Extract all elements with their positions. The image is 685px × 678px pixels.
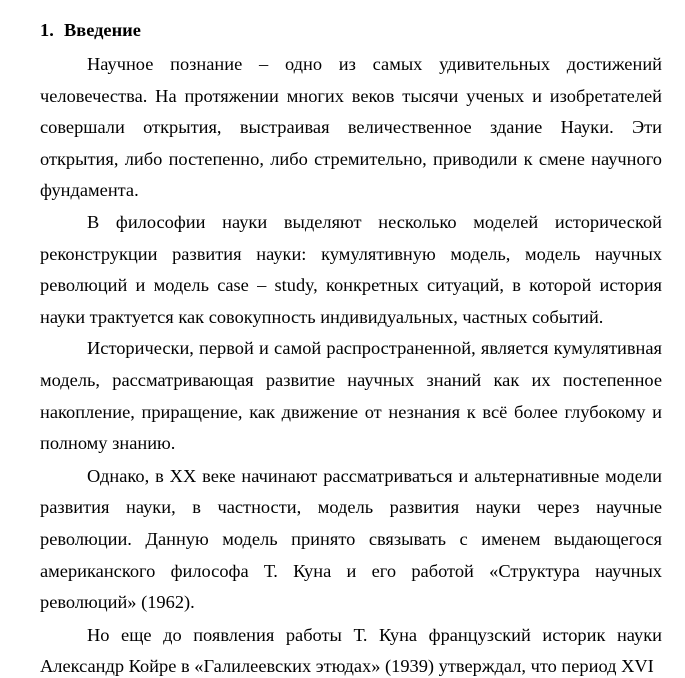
paragraph-4: Однако, в XX веке начинают рассматриваться и альтернативные модели развития науки, в частности, модель развития науки через научные революции. Данную модель принято связывать с именем выдающегося американского философа Т. Куна и его работой «Структура научных революций» (1962). <box>40 465 662 613</box>
section-title: Введение <box>64 20 141 40</box>
section-heading <box>40 16 662 44</box>
document-body <box>40 16 662 678</box>
paragraph-2: В философии науки выделяют несколько моделей исторической реконструкции развития науки: кумулятивную модель, модель научных революций и модель case – study, конкретных ситуаций, в которой история науки трактуется как совокупность индивидуальных, частных событий. <box>40 211 662 327</box>
paragraph-1: Научное познание – одно из самых удивительных достижений человечества. На протяжении многих веков тысячи ученых и изобретателей совершали открытия, выстраивая величественное здание Науки. Эти открытия, либо постепенно, либо стремительно, приводили к смене научного фундамента. <box>40 54 662 201</box>
paragraph-5: Но еще до появления работы Т. Куна французский историк науки Александр Койре в «Галилеевских этюдах» (1939) утверждал, что период XVI <box>40 624 662 677</box>
paragraph-3: Исторически, первой и самой распространенной, является кумулятивная модель, рассматривающая развитие научных знаний как их постепенное накопление, приращение, как движение от незнания к всё более глубокому и полному знанию. <box>40 338 662 454</box>
section-number: 1. <box>40 20 54 40</box>
